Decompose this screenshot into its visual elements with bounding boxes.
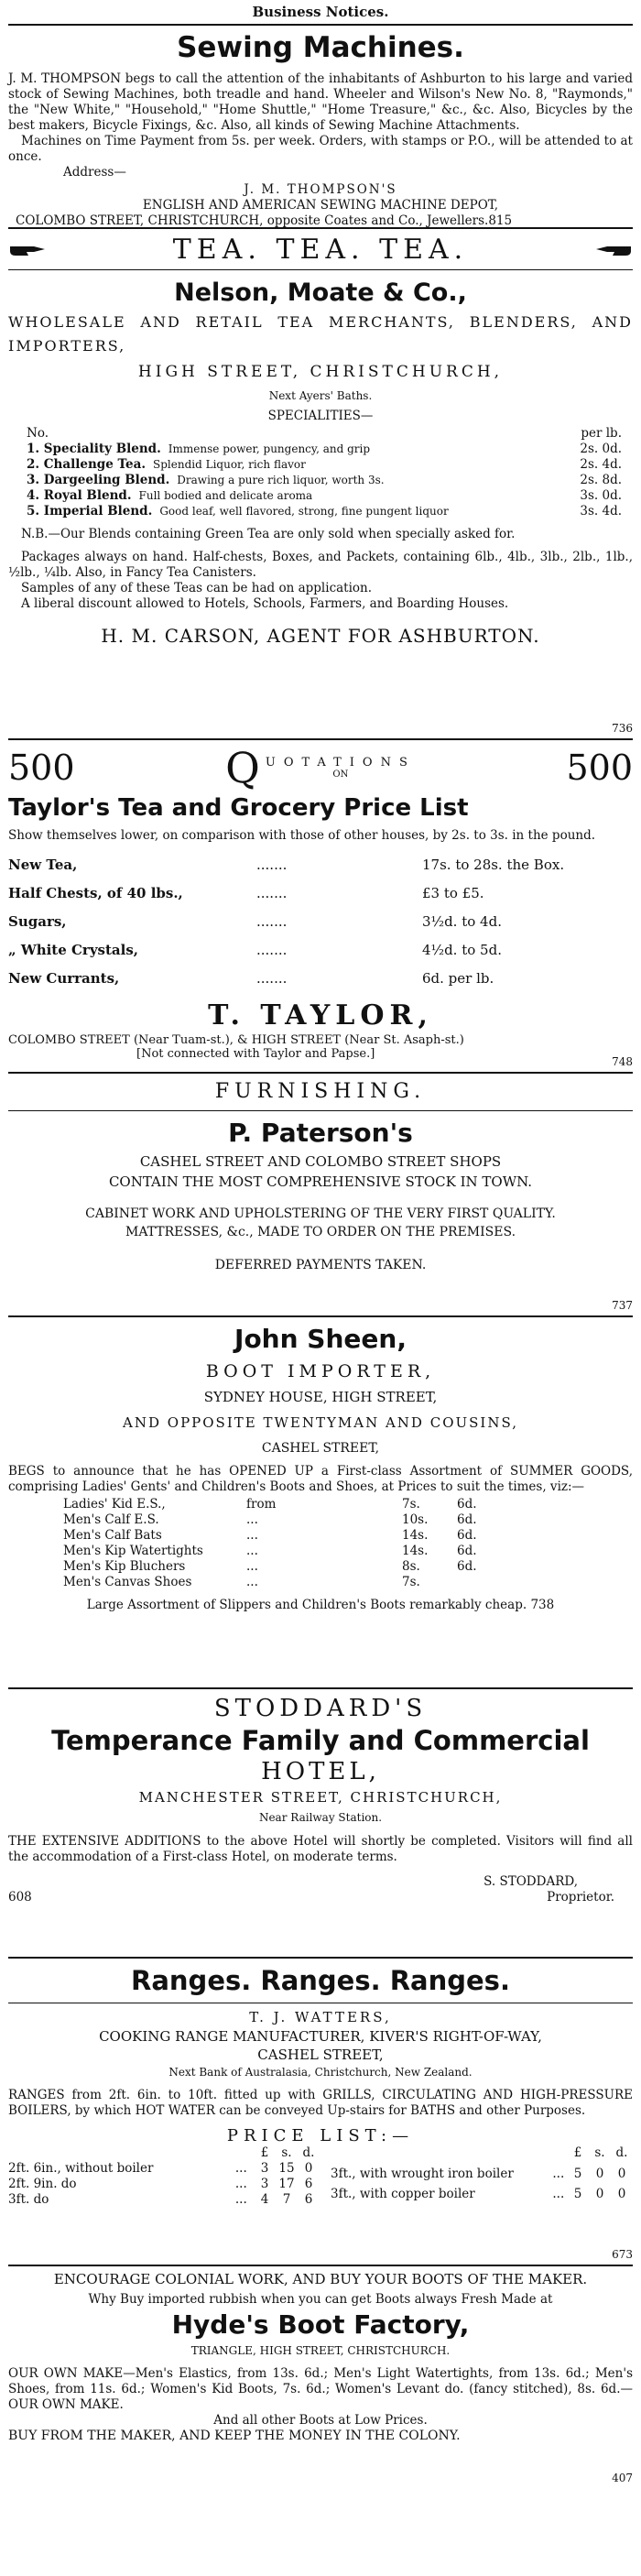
list-item <box>63 1559 633 1575</box>
number-500: 500 <box>566 748 633 788</box>
signature-role: 608 Proprietor. <box>8 1890 614 1905</box>
item-desc: Drawing a pure rich liquor, worth 3s. <box>177 474 385 486</box>
cell: 6 <box>304 2192 313 2207</box>
price-table <box>331 2145 633 2208</box>
price-list <box>8 851 633 993</box>
cell <box>235 2145 254 2161</box>
cell: 0 <box>304 2161 313 2176</box>
cell: 0 <box>595 2166 604 2181</box>
table-header: No. per lb. <box>27 426 622 441</box>
row-price: 3½d. to 4d. <box>422 913 502 930</box>
range-price-table <box>8 2145 633 2208</box>
line: Next Bank of Australasia, Christchurch, New Zealand. <box>168 2066 473 2079</box>
header-cell: s. <box>594 2145 605 2160</box>
address-line: TRIANGLE, HIGH STREET, CHRISTCHURCH. <box>190 2344 451 2357</box>
row-d: 6d. <box>457 1559 477 1574</box>
line: CONTAIN THE MOST COMPREHENSIVE STOCK IN TOWN. <box>108 1173 533 1190</box>
trader-name: T. TAYLOR, <box>208 999 433 1031</box>
samples-note: Samples of any of these Teas can be had on application. <box>21 581 373 595</box>
firm-name: John Sheen, <box>234 1324 407 1354</box>
header-cell: d. <box>615 2145 628 2160</box>
header-cell: £ <box>260 2145 269 2160</box>
price-list-title: PRICE LIST:— <box>226 2126 415 2145</box>
ad-body: THE EXTENSIVE ADDITIONS to the above Hotel will shortly be completed. Visitors will find all the accommodation of a First-class Hotel, on moderate terms. <box>8 1834 633 1864</box>
ad-number: 673 <box>612 2248 633 2261</box>
row-item: Men's Kip Watertights <box>63 1544 203 1558</box>
header-cell: d. <box>302 2145 315 2160</box>
cell: 3 <box>260 2177 269 2191</box>
ad-taylor <box>8 744 633 1068</box>
line: MANCHESTER STREET, CHRISTCHURCH, <box>138 1789 503 1806</box>
trader-name: T. J. WATTERS, <box>249 2009 392 2025</box>
cell: 0 <box>617 2166 626 2181</box>
line: CASHEL STREET, <box>257 2047 384 2063</box>
list-item <box>63 1544 633 1559</box>
divider <box>8 1957 633 1959</box>
ad-body: BEGS to announce that he has OPENED UP a First-class Assortment of SUMMER GOODS, comprising Ladies' Gents' and Children's Boots and Shoes, at Prices to suit the times, viz:— <box>8 1464 633 1494</box>
row-item: „ White Crystals, <box>8 942 139 958</box>
row-d: 6d. <box>457 1544 477 1558</box>
item-left <box>27 488 312 504</box>
ad-title: Ranges. Ranges. Ranges. <box>131 1965 510 1996</box>
firm-line: WHOLESALE AND RETAIL TEA MERCHANTS, BLENDERS, AND IMPORTERS, <box>8 313 633 355</box>
row-price: 6d. per lb. <box>422 970 494 987</box>
boot-price-list <box>8 1497 633 1590</box>
list-item <box>8 851 633 879</box>
address-line: COLOMBO STREET (Near Tuam-st.), & HIGH STREET (Near St. Asaph-st.) <box>8 1033 464 1047</box>
row-item: New Currants, <box>8 970 120 987</box>
price-table <box>8 2145 320 2208</box>
ad-number: 737 <box>612 1299 633 1312</box>
cell <box>331 2145 552 2167</box>
item-desc: Immense power, pungency, and grip <box>168 442 371 455</box>
row-d: 6d. <box>457 1528 477 1543</box>
row-item: New Tea, <box>8 857 78 873</box>
ad-sewing-machines <box>8 29 633 228</box>
cell <box>552 2145 567 2167</box>
signature: S. STODDARD, <box>483 1874 578 1889</box>
item-name: 4. Royal Blend. <box>27 488 132 503</box>
cell: ... <box>234 2161 247 2176</box>
header-cell: s. <box>281 2145 292 2160</box>
address-label: Address— <box>63 165 126 180</box>
firm-name: Nelson, Moate & Co., <box>174 278 467 307</box>
intro-line: Show themselves lower, on comparison with those of other houses, by 2s. to 3s. in the pound. <box>8 828 596 843</box>
quotations-word: UOTATIONS <box>265 756 416 770</box>
row-price: 17s. to 28s. the Box. <box>422 857 565 873</box>
line: DEFERRED PAYMENTS TAKEN. <box>214 1258 427 1272</box>
item-price: 3s. 4d. <box>580 504 622 518</box>
cell: 7 <box>282 2192 291 2207</box>
line: HOTEL, <box>261 1758 380 1785</box>
list-item <box>63 1528 633 1544</box>
line: COOKING RANGE MANUFACTURER, KIVER'S RIGHT-OF-WAY, <box>99 2028 542 2045</box>
row-dots: ....... <box>256 970 288 987</box>
cell: ... <box>552 2187 565 2202</box>
ad-number: 736 <box>612 722 633 735</box>
row-item: Men's Kip Bluchers <box>63 1559 186 1574</box>
row-dots: ....... <box>256 942 288 958</box>
row-item: Ladies' Kid E.S., <box>63 1497 166 1512</box>
divider <box>8 1687 633 1689</box>
divider <box>8 2265 633 2266</box>
packages-note: Packages always on hand. Half-chests, Boxes, and Packets, containing 6lb., 4lb., 3lb., 2lb., 1lb., ½lb., ¼lb. Also, in Fancy Tea Canisters. <box>8 550 633 580</box>
item-price: 3s. 0d. <box>580 488 622 503</box>
line: CASHEL STREET, <box>261 1441 380 1456</box>
divider <box>8 269 633 270</box>
list-item <box>27 473 622 488</box>
pointing-hand-icon <box>8 239 49 259</box>
ad-hyde <box>8 2270 633 2484</box>
ad-body: OUR OWN MAKE—Men's Elastics, from 13s. 6d.; Men's Light Watertights, from 13s. 6d.; Men's Shoes, from 11s. 6d.; Women's Kid Boots, 7s. 6d.; Women's Levant do. (fancy stitched), 8s. 6d.—OUR OWN MAKE. <box>8 2366 633 2412</box>
ad-body: RANGES from 2ft. 6in. to 10ft. fitted up with GRILLS, CIRCULATING AND HIGH-PRESSURE BOILERS, by which HOT WATER can be conveyed Up-stairs for BATHS and other Purposes. <box>8 2088 633 2118</box>
item-left <box>27 457 306 473</box>
item-left <box>27 442 370 457</box>
cell: 2ft. 9in. do <box>8 2177 77 2191</box>
cell: 3ft., with copper boiler <box>331 2187 475 2202</box>
cell: ... <box>234 2192 247 2207</box>
row-from: ... <box>246 1575 258 1589</box>
near-line: Next Ayers' Baths. <box>268 389 373 402</box>
number-500: 500 <box>8 748 75 788</box>
ad-title: Sewing Machines. <box>177 31 464 64</box>
item-name: 1. Speciality Blend. <box>27 442 161 456</box>
table-row <box>8 2177 320 2192</box>
list-item <box>27 442 622 457</box>
item-left <box>27 473 385 488</box>
row-dots: ....... <box>256 913 288 930</box>
ad-watters <box>8 1962 633 2261</box>
row-from: ... <box>246 1512 258 1527</box>
row-s: 8s. <box>402 1559 420 1574</box>
cell: 15 <box>278 2161 295 2176</box>
line: Why Buy imported rubbish when you can get Boots always Fresh Made at <box>88 2292 553 2307</box>
footer-line: Large Assortment of Slippers and Children's Boots remarkably cheap. 738 <box>86 1598 555 1612</box>
row-from: ... <box>246 1544 258 1558</box>
item-name: 3. Dargeeling Blend. <box>27 473 170 487</box>
line: AND OPPOSITE TWENTYMAN AND COUSINS, <box>123 1414 518 1431</box>
row-d: 6d. <box>457 1512 477 1527</box>
divider <box>8 1072 633 1074</box>
cell: 17 <box>278 2177 295 2191</box>
ad-tea <box>8 233 633 735</box>
list-item <box>27 488 622 504</box>
page-header: Business Notices. <box>252 4 389 20</box>
table-header <box>8 2145 320 2161</box>
item-left <box>27 504 449 519</box>
specialities-title: SPECIALITIES— <box>267 409 374 423</box>
row-s: 10s. <box>402 1512 429 1527</box>
nb-note: N.B.—Our Blends containing Green Tea are only sold when specially asked for. <box>21 527 516 541</box>
divider <box>8 24 633 26</box>
row-dots: ....... <box>256 857 288 873</box>
ad-terms: Machines on Time Payment from 5s. per week. Orders, with stamps or P.O., will be attended to at once. <box>8 134 633 164</box>
cell: 3 <box>260 2161 269 2176</box>
cell: 6 <box>304 2177 313 2191</box>
cell: 2ft. 6in., without boiler <box>8 2161 154 2176</box>
row-s: 14s. <box>402 1528 429 1543</box>
ad-number: 748 <box>612 1055 633 1068</box>
list-item <box>27 457 622 473</box>
item-price: 2s. 8d. <box>580 473 622 487</box>
row-item: Half Chests, of 40 lbs., <box>8 885 183 901</box>
big-q: Q <box>225 743 260 792</box>
line: Near Railway Station. <box>258 1811 383 1824</box>
divider <box>8 738 633 740</box>
line: And all other Boots at Low Prices. <box>213 2413 428 2428</box>
ad-number: 407 <box>612 2472 633 2484</box>
list-item <box>8 908 633 936</box>
price-list-title: Taylor's Tea and Grocery Price List <box>8 794 469 822</box>
cell: ... <box>234 2177 247 2191</box>
cell: 3ft., with wrought iron boiler <box>331 2166 514 2181</box>
hotel-name: Temperance Family and Commercial <box>51 1725 590 1756</box>
cell <box>8 2145 235 2161</box>
item-desc: Splendid Liquor, rich flavor <box>153 458 306 471</box>
line: BOOT IMPORTER, <box>205 1361 436 1381</box>
pointing-hand-icon <box>592 239 633 259</box>
cell: ... <box>552 2166 565 2181</box>
row-from: ... <box>246 1559 258 1574</box>
row-price: £3 to £5. <box>422 885 484 901</box>
footer-line: BUY FROM THE MAKER, AND KEEP THE MONEY IN THE COLONY. <box>8 2429 461 2443</box>
line: ENCOURAGE COLONIAL WORK, AND BUY YOUR BOOTS OF THE MAKER. <box>53 2271 588 2287</box>
cell: 3ft. do <box>8 2192 49 2207</box>
item-desc: Full bodied and delicate aroma <box>138 489 313 502</box>
cell: 5 <box>573 2166 582 2181</box>
ad-top: FURNISHING. <box>214 1080 427 1103</box>
row-s: 7s. <box>402 1497 420 1512</box>
divider <box>8 1110 633 1111</box>
item-name: 5. Imperial Blend. <box>27 504 153 518</box>
table-row <box>331 2187 633 2208</box>
cell: 5 <box>573 2187 582 2202</box>
table-row <box>8 2192 320 2208</box>
line: STODDARD'S <box>213 1695 428 1722</box>
divider <box>8 1315 633 1317</box>
address-line: J. M. THOMPSON'S <box>244 182 397 197</box>
list-item <box>63 1497 633 1512</box>
item-price: 2s. 4d. <box>580 457 622 472</box>
list-item <box>63 1512 633 1528</box>
row-d: 6d. <box>457 1497 477 1512</box>
list-item <box>8 965 633 993</box>
firm-name: P. Paterson's <box>228 1118 413 1148</box>
list-item <box>8 879 633 908</box>
list-item <box>27 504 622 519</box>
specialities-list <box>8 442 633 519</box>
row-price: 4½d. to 5d. <box>422 942 502 958</box>
firm-name: Hyde's Boot Factory, <box>171 2309 470 2340</box>
line: SYDNEY HOUSE, HIGH STREET, <box>203 1389 438 1405</box>
cell: 4 <box>260 2192 269 2207</box>
cell: 0 <box>595 2187 604 2202</box>
row-item: Men's Canvas Shoes <box>63 1575 192 1589</box>
address-line: ENGLISH AND AMERICAN SEWING MACHINE DEPOT, <box>142 198 499 213</box>
ad-banner: TEA. TEA. TEA. <box>172 233 469 266</box>
row-s: 7s. <box>402 1575 420 1589</box>
table-row <box>331 2167 633 2188</box>
cell: 0 <box>617 2187 626 2202</box>
list-item <box>63 1575 633 1590</box>
discount-note: A liberal discount allowed to Hotels, Schools, Farmers, and Boarding Houses. <box>21 596 509 611</box>
list-item <box>8 936 633 965</box>
row-item: Sugars, <box>8 913 67 930</box>
row-d <box>457 1575 512 1590</box>
line: CABINET WORK AND UPHOLSTERING OF THE VERY FIRST QUALITY. <box>85 1206 556 1221</box>
ad-body: J. M. THOMPSON begs to call the attention of the inhabitants of Ashburton to his large and varied stock of Sewing Machines, both treadle and hand. Wheeler and Wilson's New No. 8, "Raymonds," the "New White," "Household," "Home Shuttle," "Home Treasure," &c., &c. Also, Bicycles by the best makers, Bicycle Fixings, &c. Also, all kinds of Sewing Machine Attachments. <box>8 71 633 133</box>
item-name: 2. Challenge Tea. <box>27 457 147 472</box>
item-desc: Good leaf, well flavored, strong, fine pungent liquor <box>159 505 449 518</box>
header-cell: £ <box>573 2145 582 2160</box>
line: CASHEL STREET AND COLOMBO STREET SHOPS <box>139 1153 502 1170</box>
item-price: 2s. 0d. <box>580 442 622 456</box>
address-line: COLOMBO STREET, CHRISTCHURCH, opposite Coates and Co., Jewellers.815 <box>16 213 513 228</box>
agent-line: H. M. CARSON, AGENT FOR ASHBURTON. <box>101 625 540 647</box>
row-from: ... <box>246 1528 258 1543</box>
row-s: 14s. <box>402 1544 429 1558</box>
street-line: HIGH STREET, CHRISTCHURCH, <box>137 363 504 381</box>
line: MATTRESSES, &c., MADE TO ORDER ON THE PREMISES. <box>125 1225 516 1239</box>
on-word: ON <box>332 770 349 780</box>
ad-paterson <box>8 1077 633 1312</box>
row-from: from <box>246 1497 277 1512</box>
row-item: Men's Calf E.S. <box>63 1512 159 1527</box>
row-dots: ....... <box>256 885 288 901</box>
ad-sheen <box>8 1321 633 1684</box>
note-line: [Not connected with Taylor and Papse.] <box>136 1047 375 1061</box>
table-row <box>8 2161 320 2177</box>
ad-stoddard <box>8 1693 633 1953</box>
table-header <box>331 2145 633 2167</box>
row-item: Men's Calf Bats <box>63 1528 162 1543</box>
